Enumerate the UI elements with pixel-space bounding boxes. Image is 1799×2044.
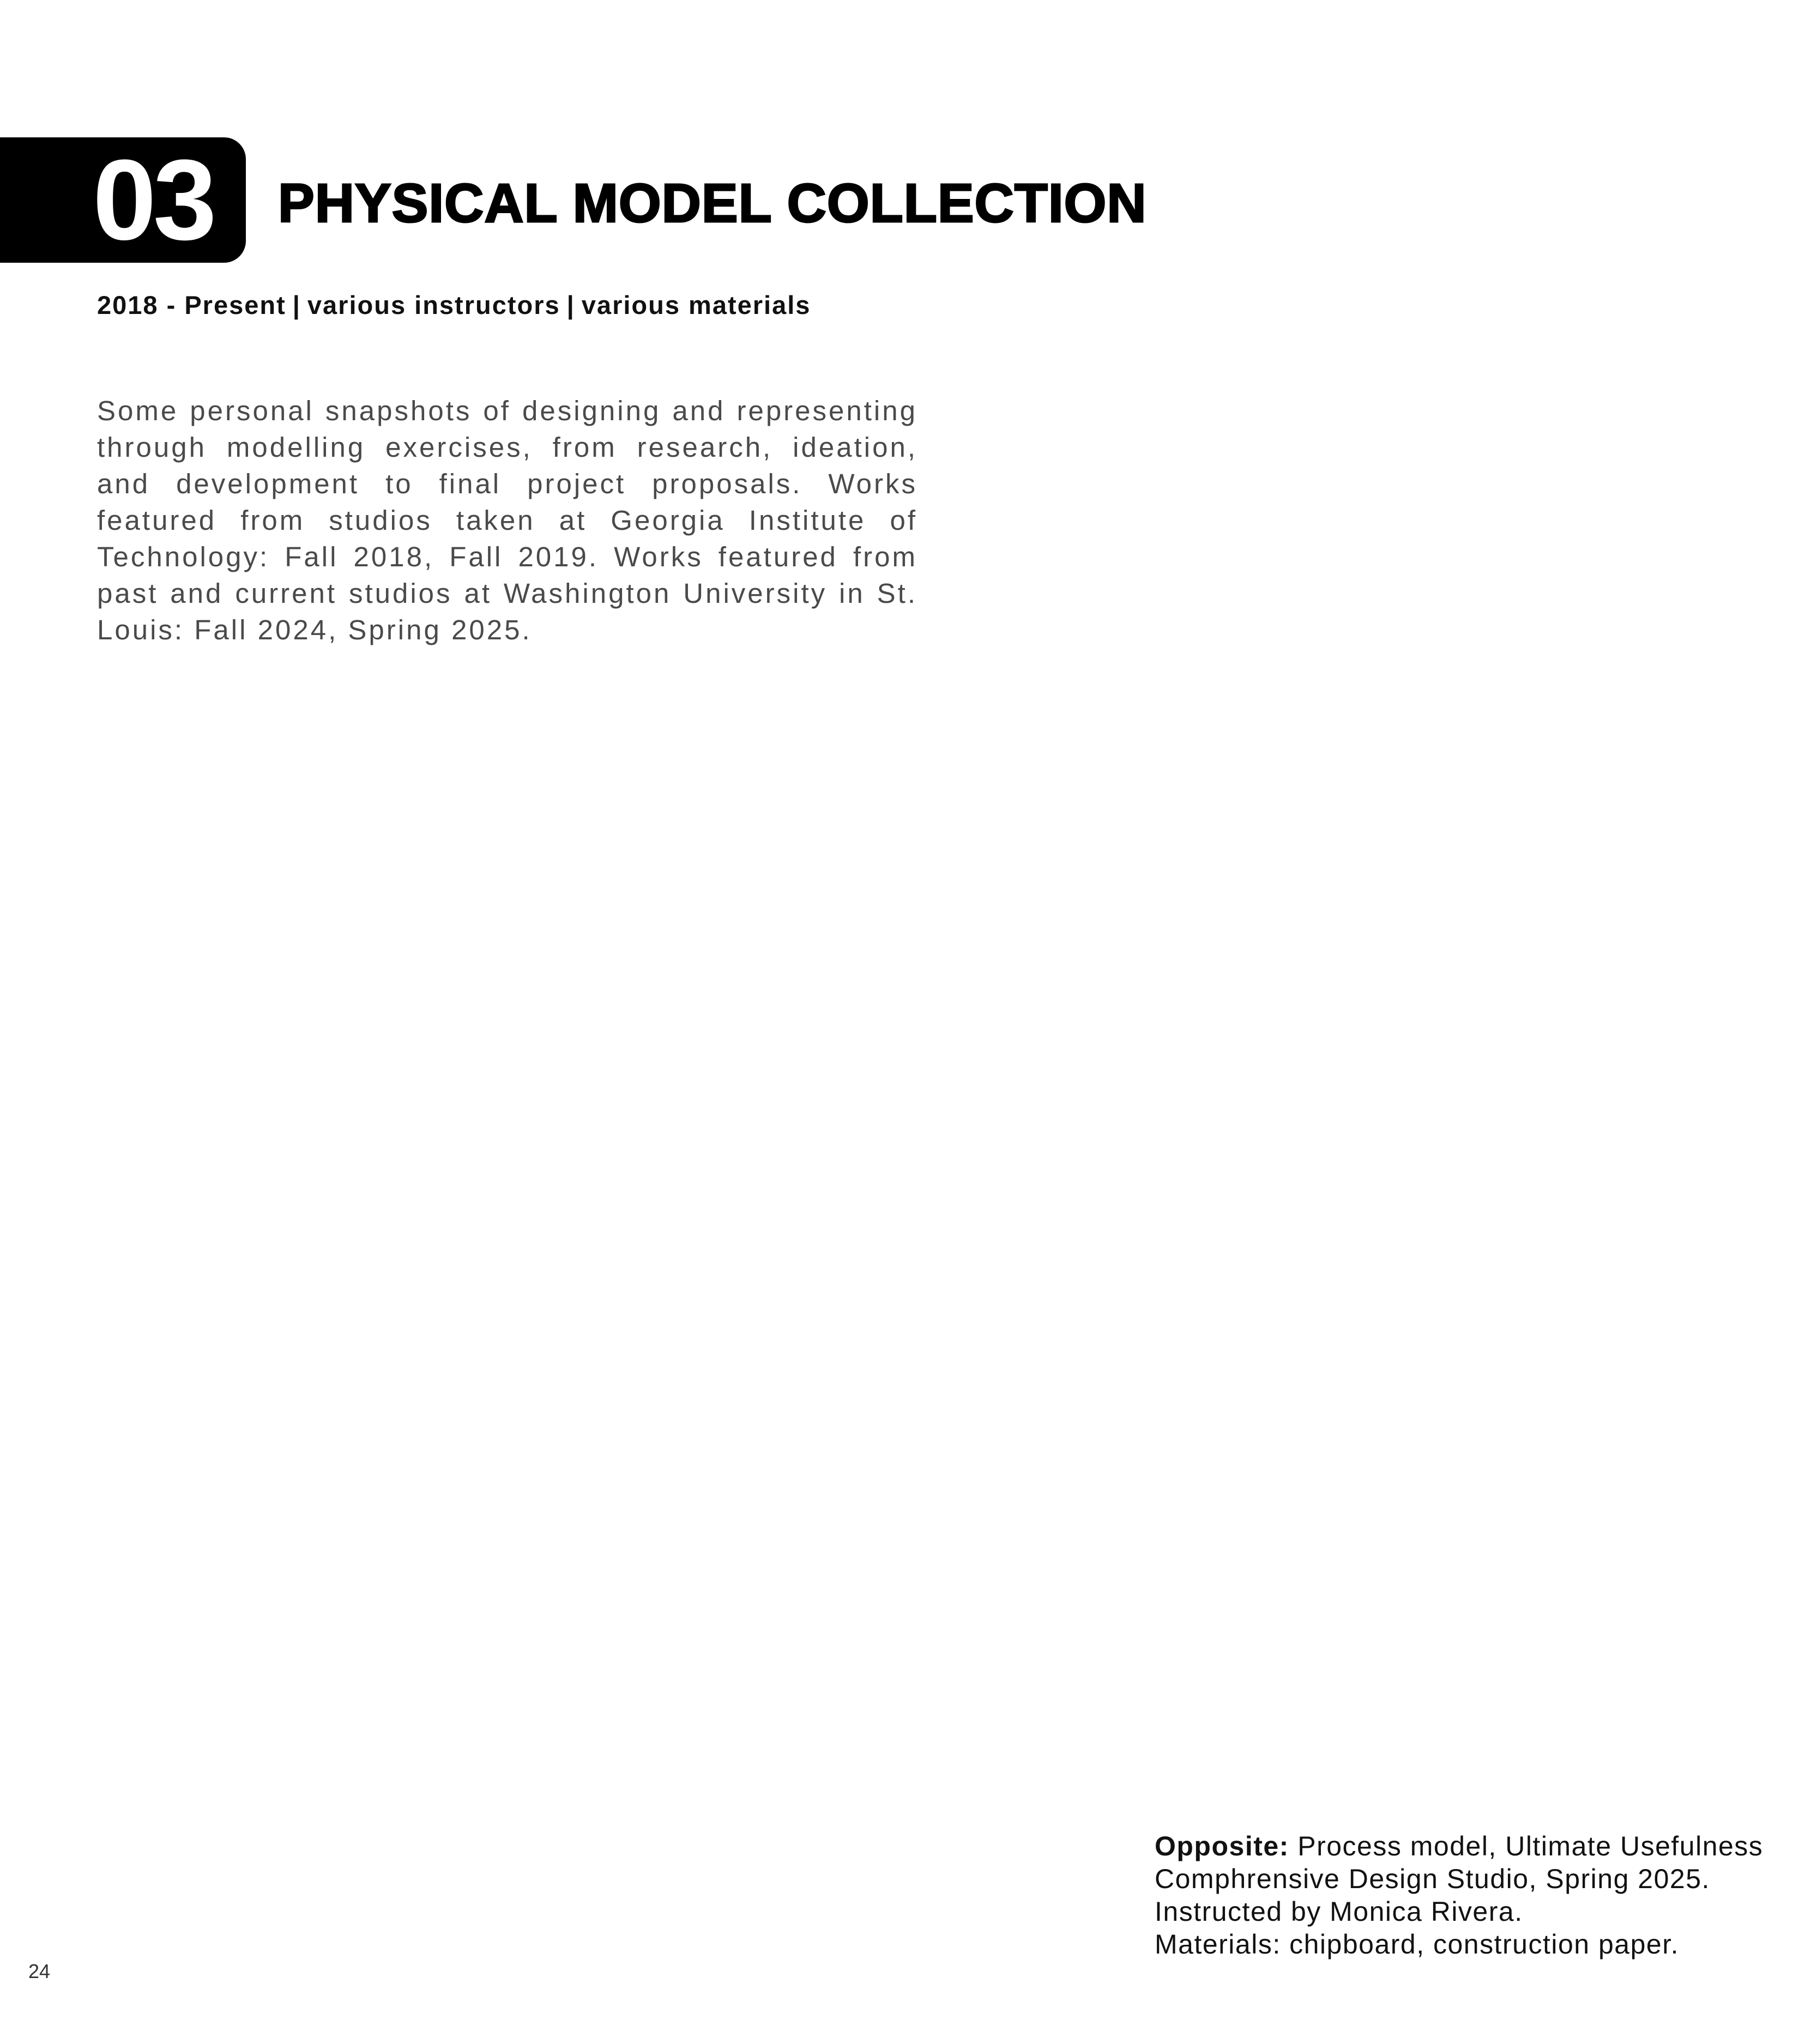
meta-years: 2018 - Present [97, 291, 286, 319]
meta-materials: various materials [581, 291, 811, 319]
page-number: 24 [28, 1960, 51, 1982]
caption-label: Opposite: [1155, 1831, 1289, 1861]
meta-separator: | [566, 291, 575, 319]
image-caption [1155, 1830, 1765, 1961]
caption-line-1: Process model, Ultimate Usefulness [1297, 1831, 1764, 1861]
caption-line [1155, 1830, 1765, 1862]
meta-separator: | [292, 291, 301, 319]
caption-line-2: Comphrensive Design Studio, Spring 2025. [1155, 1864, 1710, 1894]
section-number: 03 [93, 136, 214, 264]
meta-instructors: various instructors [307, 291, 560, 319]
intro-paragraph: Some personal snapshots of designing and representing through modelling exercises, from research, ideation, and development to final project proposals. Works featured from studios taken at Georgia Institute of Technology: Fall 2018, Fall 2019. Works featured from past and current studios at Washington University in St. Louis: Fall 2024, Spring 2025. [97, 395, 917, 645]
project-meta-line [97, 289, 811, 322]
caption-line-3: Instructed by Monica Rivera. [1155, 1896, 1523, 1927]
section-title: PHYSICAL MODEL COLLECTION [278, 173, 1147, 234]
caption-line-4: Materials: chipboard, construction paper. [1155, 1929, 1679, 1960]
